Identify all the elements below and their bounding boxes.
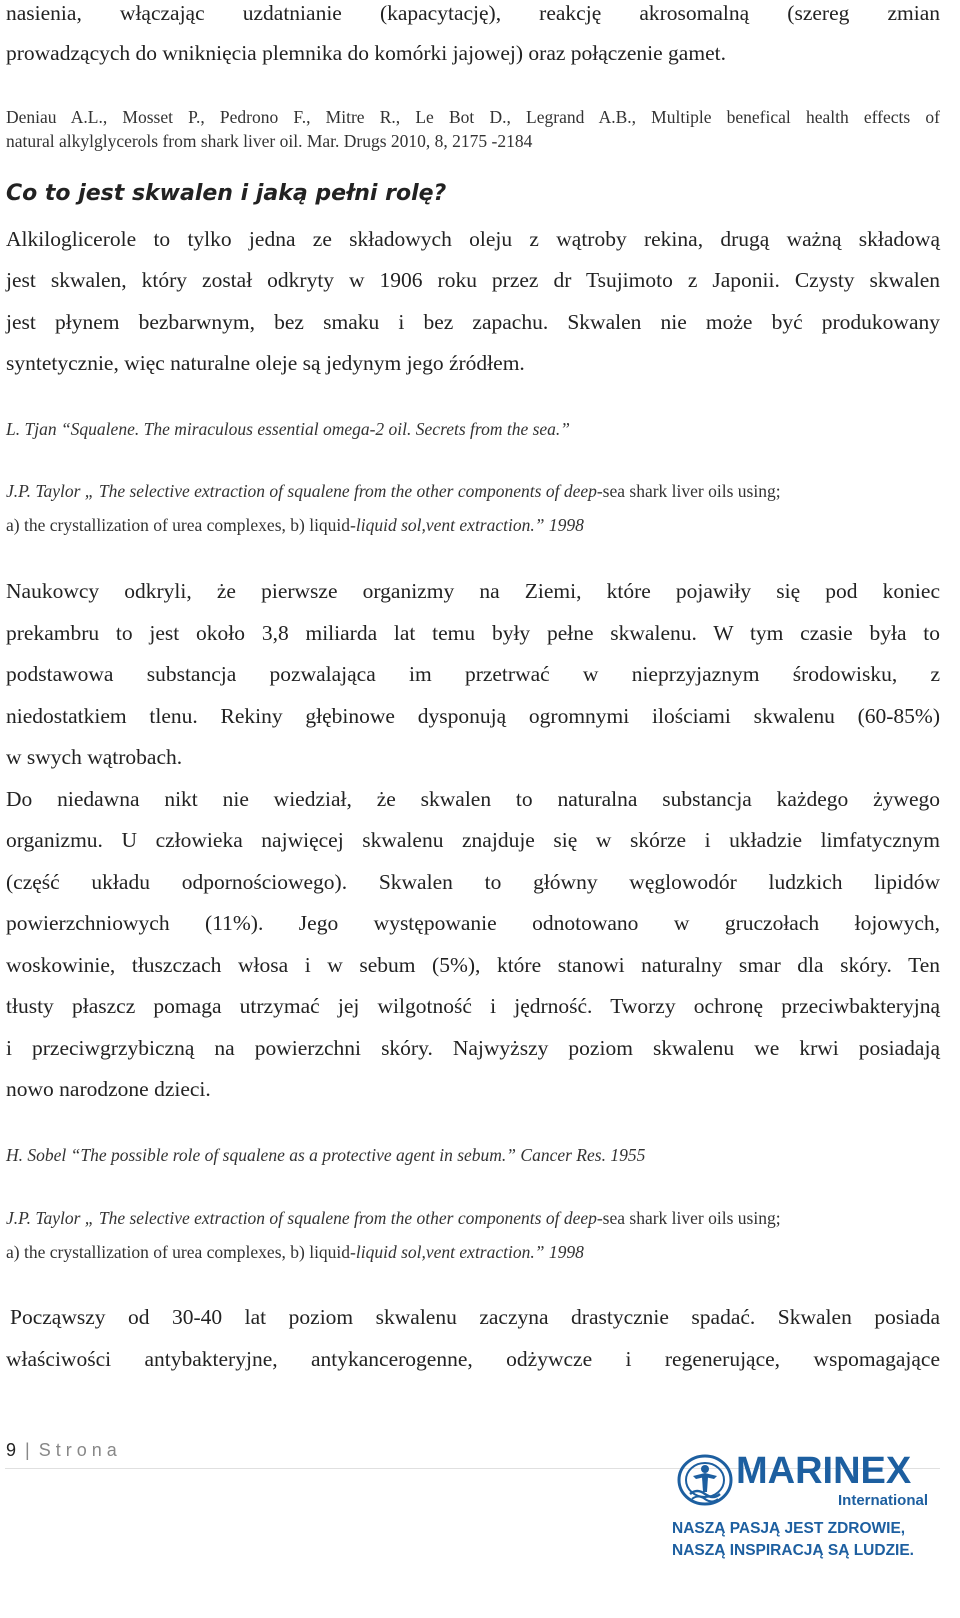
paragraph-line: woskowinie, tłuszczach włosa i w sebum (5%), które stanowi naturalny smar dla skóry. Ten — [6, 953, 940, 977]
page-footer — [6, 1440, 122, 1461]
paragraph-line: nasienia, włączając uzdatnianie (kapacytację), reakcję akrosomalną (szereg zmian — [6, 1, 940, 25]
reference-line: Deniau A.L., Mosset P., Pedrono F., Mitre R., Le Bot D., Legrand A.B., Multiple benefical health effects of — [6, 107, 940, 127]
paragraph-line: podstawowa substancja pozwalająca im przetrwać w nieprzyjaznym środowisku, z — [6, 662, 940, 686]
logo-slogan: NASZĄ PASJĄ JEST ZDROWIE, — [672, 1520, 906, 1537]
paragraph-line: jest płynem bezbarwnym, bez smaku i bez zapachu. Skwalen nie może być produkowany — [6, 310, 940, 334]
logo-slogan: NASZĄ INSPIRACJĄ SĄ LUDZIE. — [672, 1542, 914, 1559]
paragraph-line: niedostatkiem tlenu. Rekiny głębinowe dysponują ogromnymi ilościami skwalenu (60-85%) — [6, 704, 940, 728]
reference-line: H. Sobel “The possible role of squalene as a protective agent in sebum.” Cancer Res. 1955 — [6, 1145, 646, 1165]
paragraph-line: prowadzących do wniknięcia plemnika do komórki jajowej) oraz połączenie gamet. — [6, 41, 726, 65]
reference-line — [6, 1241, 940, 1263]
paragraph-line: (część układu odpornościowego). Skwalen to główny węglowodór ludzkich lipidów — [6, 870, 940, 894]
paragraph-line: Począwszy od 30-40 lat poziom skwalenu zaczyna drastycznie spadać. Skwalen posiada — [10, 1305, 940, 1329]
logo-subtitle: International — [838, 1492, 929, 1509]
reference-line — [6, 514, 940, 536]
reference-line — [6, 480, 940, 502]
logo-name: MARINEX — [736, 1450, 912, 1492]
paragraph-line: właściwości antybakteryjne, antykancerogenne, odżywcze i regenerujące, wspomagające — [6, 1347, 940, 1371]
paragraph-line: syntetycznie, więc naturalne oleje są jedynym jego źródłem. — [6, 351, 525, 375]
paragraph-line: Do niedawna nikt nie wiedział, że skwalen to naturalna substancja każdego żywego — [6, 787, 940, 811]
paragraph-line: prekambru to jest około 3,8 miliarda lat temu były pełne skwalenu. W tym czasie była to — [6, 621, 940, 645]
page-word: Strona — [38, 1440, 122, 1460]
reference-line: L. Tjan “Squalene. The miraculous essential omega-2 oil. Secrets from the sea.” — [6, 419, 571, 439]
paragraph-line: Alkiloglicerole to tylko jedna ze składowych oleju z wątroby rekina, drugą ważną składową — [6, 227, 940, 251]
section-heading: Co to jest skwalen i jaką pełni rolę? — [6, 181, 447, 206]
reference-plain: a) the crystallization of urea complexes, b) liquid- — [6, 515, 356, 535]
paragraph-line: organizmu. U człowieka najwięcej skwalenu znajduje się w skórze i układzie limfatycznym — [6, 828, 940, 852]
paragraph-line: w swych wątrobach. — [6, 745, 183, 769]
footer-separator: | — [25, 1440, 32, 1460]
reference-italic: J.P. Taylor „ The selective extraction of squalene from the other components of deep — [6, 481, 597, 501]
reference-line: natural alkylglycerols from shark liver oil. Mar. Drugs 2010, 8, 2175 -2184 — [6, 131, 533, 151]
marinex-emblem-icon — [676, 1452, 734, 1508]
paragraph-line: Naukowcy odkryli, że pierwsze organizmy na Ziemi, które pojawiły się pod koniec — [6, 579, 940, 603]
reference-plain: -sea shark liver oils using; — [596, 1208, 781, 1228]
paragraph-line: i przeciwgrzybiczną na powierzchni skóry. Najwyższy poziom skwalenu we krwi posiadają — [6, 1036, 940, 1060]
reference-italic: liquid sol,vent extraction.” 1998 — [355, 1242, 584, 1262]
reference-plain: -sea shark liver oils using; — [596, 481, 781, 501]
reference-italic: J.P. Taylor „ The selective extraction of squalene from the other components of deep — [6, 1208, 597, 1228]
marinex-logo — [676, 1448, 938, 1512]
reference-plain: a) the crystallization of urea complexes, b) liquid- — [6, 1242, 356, 1262]
paragraph-line: tłusty płaszcz pomaga utrzymać jej wilgotność i jędrność. Tworzy ochronę przeciwbakteryjną — [6, 994, 940, 1018]
reference-line — [6, 1207, 940, 1229]
paragraph-line: nowo narodzone dzieci. — [6, 1077, 211, 1101]
page-number: 9 — [6, 1440, 19, 1460]
paragraph-line: powierzchniowych (11%). Jego występowanie odnotowano w gruczołach łojowych, — [6, 911, 940, 935]
reference-italic: liquid sol,vent extraction.” 1998 — [355, 515, 584, 535]
paragraph-line: jest skwalen, który został odkryty w 1906 roku przez dr Tsujimoto z Japonii. Czysty skwalen — [6, 268, 940, 292]
